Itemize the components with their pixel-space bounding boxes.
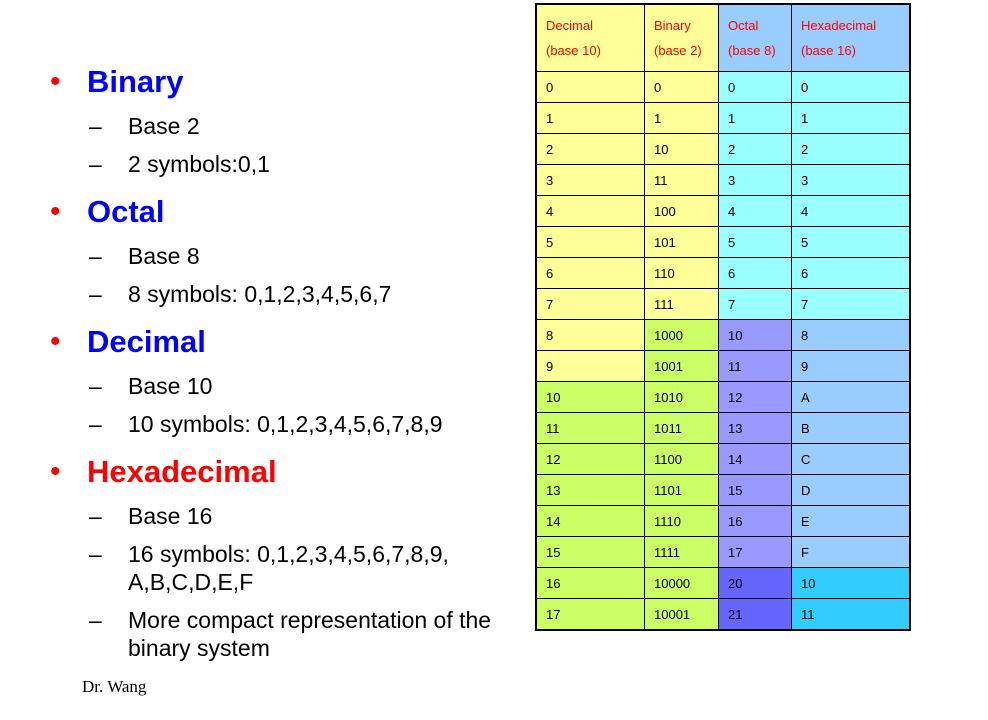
cell-decimal: 0 bbox=[536, 72, 645, 103]
table-row bbox=[536, 413, 910, 444]
cell-binary: 100 bbox=[645, 196, 719, 227]
sub-item: – Base 2 bbox=[89, 113, 200, 139]
bullet-icon: • bbox=[50, 195, 61, 228]
cell-octal: 5 bbox=[719, 227, 792, 258]
cell-hexadecimal: 6 bbox=[792, 258, 911, 289]
cell-binary: 111 bbox=[645, 289, 719, 320]
cell-octal: 11 bbox=[719, 351, 792, 382]
cell-octal: 2 bbox=[719, 134, 792, 165]
sub-item: – Base 8 bbox=[89, 243, 200, 269]
cell-hexadecimal: D bbox=[792, 475, 911, 506]
cell-decimal: 7 bbox=[536, 289, 645, 320]
cell-binary: 101 bbox=[645, 227, 719, 258]
table-row bbox=[536, 258, 910, 289]
cell-octal: 4 bbox=[719, 196, 792, 227]
cell-decimal: 17 bbox=[536, 599, 645, 631]
cell-decimal: 15 bbox=[536, 537, 645, 568]
header-binary: Binary (base 2) bbox=[645, 4, 719, 72]
table-row bbox=[536, 320, 910, 351]
cell-binary: 1 bbox=[645, 103, 719, 134]
dash-icon: – bbox=[89, 373, 102, 399]
cell-hexadecimal: 10 bbox=[792, 568, 911, 599]
sub-item: – Base 10 bbox=[89, 373, 213, 399]
cell-binary: 1001 bbox=[645, 351, 719, 382]
cell-decimal: 11 bbox=[536, 413, 645, 444]
cell-octal: 16 bbox=[719, 506, 792, 537]
table-row bbox=[536, 134, 910, 165]
cell-hexadecimal: 3 bbox=[792, 165, 911, 196]
sub-item: – More compact representation of the binary system bbox=[89, 607, 492, 661]
cell-octal: 20 bbox=[719, 568, 792, 599]
table-header-row bbox=[536, 4, 910, 72]
table-row bbox=[536, 165, 910, 196]
cell-binary: 1111 bbox=[645, 537, 719, 568]
cell-binary: 10000 bbox=[645, 568, 719, 599]
cell-decimal: 4 bbox=[536, 196, 645, 227]
cell-binary: 1100 bbox=[645, 444, 719, 475]
table-row bbox=[536, 103, 910, 134]
cell-decimal: 6 bbox=[536, 258, 645, 289]
cell-hexadecimal: C bbox=[792, 444, 911, 475]
conversion-table bbox=[535, 3, 911, 631]
topic-octal bbox=[50, 192, 520, 308]
cell-binary: 1010 bbox=[645, 382, 719, 413]
dash-icon: – bbox=[89, 607, 102, 633]
cell-octal: 15 bbox=[719, 475, 792, 506]
topic-binary bbox=[50, 62, 520, 178]
dash-icon: – bbox=[89, 281, 102, 307]
table-body bbox=[536, 72, 910, 631]
cell-octal: 10 bbox=[719, 320, 792, 351]
topic-decimal bbox=[50, 322, 520, 438]
cell-octal: 14 bbox=[719, 444, 792, 475]
dash-icon: – bbox=[89, 541, 102, 567]
bullet-icon: • bbox=[50, 455, 61, 488]
cell-binary: 1110 bbox=[645, 506, 719, 537]
topic-title: • Octal bbox=[50, 192, 520, 232]
cell-decimal: 13 bbox=[536, 475, 645, 506]
cell-hexadecimal: 1 bbox=[792, 103, 911, 134]
table-row bbox=[536, 599, 910, 631]
bullet-list bbox=[50, 62, 520, 676]
header-hexadecimal: Hexadecimal (base 16) bbox=[792, 4, 911, 72]
footer-author: Dr. Wang bbox=[82, 677, 147, 696]
cell-decimal: 9 bbox=[536, 351, 645, 382]
cell-octal: 7 bbox=[719, 289, 792, 320]
sub-item: – 2 symbols:0,1 bbox=[89, 151, 270, 177]
sub-item: – 8 symbols: 0,1,2,3,4,5,6,7 bbox=[89, 281, 392, 307]
cell-octal: 3 bbox=[719, 165, 792, 196]
dash-icon: – bbox=[89, 113, 102, 139]
cell-octal: 21 bbox=[719, 599, 792, 631]
table-row bbox=[536, 444, 910, 475]
header-octal: Octal (base 8) bbox=[719, 4, 792, 72]
cell-binary: 1101 bbox=[645, 475, 719, 506]
cell-binary: 10 bbox=[645, 134, 719, 165]
cell-hexadecimal: 0 bbox=[792, 72, 911, 103]
bullet-icon: • bbox=[50, 325, 61, 358]
cell-hexadecimal: 2 bbox=[792, 134, 911, 165]
dash-icon: – bbox=[89, 411, 102, 437]
cell-decimal: 16 bbox=[536, 568, 645, 599]
cell-binary: 10001 bbox=[645, 599, 719, 631]
dash-icon: – bbox=[89, 243, 102, 269]
cell-hexadecimal: A bbox=[792, 382, 911, 413]
sub-item: – 16 symbols: 0,1,2,3,4,5,6,7,8,9, A,B,C,D,E,F bbox=[89, 541, 449, 595]
cell-hexadecimal: 4 bbox=[792, 196, 911, 227]
cell-decimal: 3 bbox=[536, 165, 645, 196]
cell-binary: 110 bbox=[645, 258, 719, 289]
table-row bbox=[536, 537, 910, 568]
table-row bbox=[536, 506, 910, 537]
cell-decimal: 12 bbox=[536, 444, 645, 475]
topic-title: • Binary bbox=[50, 62, 520, 102]
cell-hexadecimal: B bbox=[792, 413, 911, 444]
table-row bbox=[536, 72, 910, 103]
cell-decimal: 2 bbox=[536, 134, 645, 165]
cell-octal: 1 bbox=[719, 103, 792, 134]
sub-item: – Base 16 bbox=[89, 503, 213, 529]
cell-octal: 12 bbox=[719, 382, 792, 413]
cell-octal: 6 bbox=[719, 258, 792, 289]
dash-icon: – bbox=[89, 503, 102, 529]
dash-icon: – bbox=[89, 151, 102, 177]
cell-hexadecimal: E bbox=[792, 506, 911, 537]
table-row bbox=[536, 196, 910, 227]
sub-item: – 10 symbols: 0,1,2,3,4,5,6,7,8,9 bbox=[89, 411, 443, 437]
cell-decimal: 14 bbox=[536, 506, 645, 537]
cell-decimal: 8 bbox=[536, 320, 645, 351]
cell-decimal: 10 bbox=[536, 382, 645, 413]
topic-title: • Decimal bbox=[50, 322, 520, 362]
table-row bbox=[536, 351, 910, 382]
header-decimal: Decimal (base 10) bbox=[536, 4, 645, 72]
table-row bbox=[536, 568, 910, 599]
cell-decimal: 1 bbox=[536, 103, 645, 134]
table-row bbox=[536, 289, 910, 320]
cell-hexadecimal: 11 bbox=[792, 599, 911, 631]
bullet-icon: • bbox=[50, 65, 61, 98]
cell-hexadecimal: 5 bbox=[792, 227, 911, 258]
topic-hexadecimal bbox=[50, 452, 520, 662]
cell-hexadecimal: F bbox=[792, 537, 911, 568]
cell-hexadecimal: 9 bbox=[792, 351, 911, 382]
cell-decimal: 5 bbox=[536, 227, 645, 258]
cell-hexadecimal: 8 bbox=[792, 320, 911, 351]
cell-octal: 17 bbox=[719, 537, 792, 568]
cell-octal: 13 bbox=[719, 413, 792, 444]
table-row bbox=[536, 475, 910, 506]
topic-title: • Hexadecimal bbox=[50, 452, 520, 492]
cell-binary: 1011 bbox=[645, 413, 719, 444]
table-row bbox=[536, 382, 910, 413]
cell-hexadecimal: 7 bbox=[792, 289, 911, 320]
cell-octal: 0 bbox=[719, 72, 792, 103]
table-row bbox=[536, 227, 910, 258]
cell-binary: 11 bbox=[645, 165, 719, 196]
cell-binary: 0 bbox=[645, 72, 719, 103]
cell-binary: 1000 bbox=[645, 320, 719, 351]
